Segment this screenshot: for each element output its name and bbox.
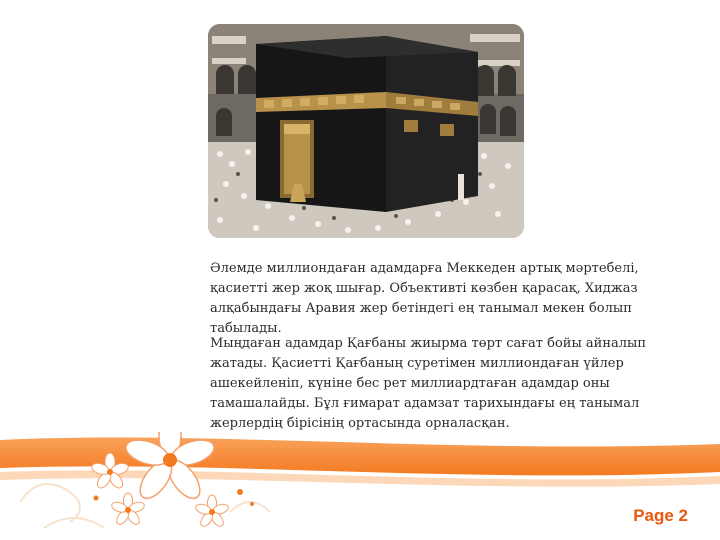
paragraph-2: Мыңдаған адамдар Қағбаны жиырма төрт сағат бойы айналып жатады. Қасиетті Қағбаның суретімен миллиондаған үйлер ашекейленіп, күніне бес рет миллиардтаған адамдар оны тамашалайды. Бұл ғимарат адамзат тарихындағы ең танымал жерлердің бірісінің ортасында орналасқан. [210,336,647,431]
page-number: Page 2 [633,506,688,525]
kaaba-photo [208,24,524,238]
footer-decoration [0,432,720,540]
paragraph-1: Әлемде миллиондаған адамдарға Меккеден артық мәртебелі, қасиетті жер жоқ шығар. Объективті көзбен қарасақ, Хиджаз алқабындағы Аравия жер бетіндегі ең танымал мекен болып табылады. [210,261,639,336]
